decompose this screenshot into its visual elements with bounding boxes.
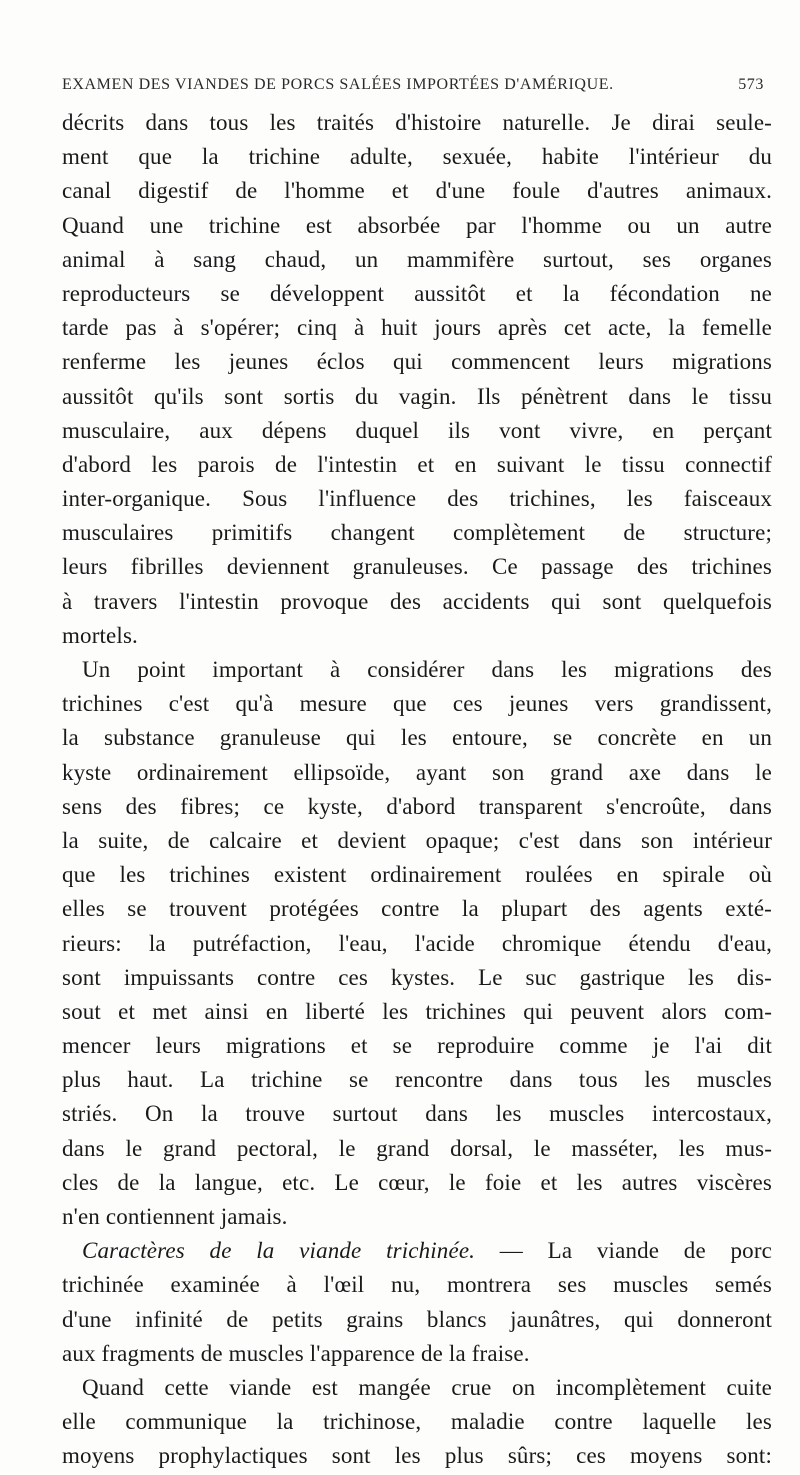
text-line: décrits dans tous les traités d'histoire naturelle. Je dirai seule- bbox=[62, 110, 772, 135]
text-line: la substance granuleuse qui les entoure, se concrète en un bbox=[62, 725, 772, 751]
running-head bbox=[62, 76, 764, 100]
text-line: d'abord les parois de l'intestin et en suivant le tissu connectif bbox=[62, 451, 772, 477]
text-line: renferme les jeunes éclos qui commencent leurs migrations bbox=[62, 349, 772, 375]
text-line: sont impuissants contre ces kystes. Le suc gastrique les dis- bbox=[62, 964, 772, 990]
section-heading: Caractères de la viande trichinée. bbox=[82, 1238, 476, 1264]
text-line: leurs fibrilles deviennent granuleuses. Ce passage des trichines bbox=[62, 554, 772, 580]
text-line: animal à sang chaud, un mammifère surtout, ses organes bbox=[62, 246, 772, 272]
text-line: que les trichines existent ordinairement roulées en spirale où bbox=[62, 862, 772, 888]
text-line: à travers l'intestin provoque des accidents qui sont quelquefois bbox=[62, 588, 772, 614]
running-head-title: EXAMEN DES VIANDES DE PORCS SALÉES IMPORTÉES D'AMÉRIQUE. bbox=[62, 76, 614, 93]
text-line: sout et met ainsi en liberté les trichines qui peuvent alors com- bbox=[62, 998, 772, 1024]
text-line: kyste ordinairement ellipsoïde, ayant son grand axe dans le bbox=[62, 759, 772, 785]
text-line: sens des fibres; ce kyste, d'abord transparent s'encroûte, dans bbox=[62, 793, 772, 819]
text-line: Quand une trichine est absorbée par l'homme ou un autre bbox=[62, 212, 772, 238]
text-line: aussitôt qu'ils sont sortis du vagin. Ils pénètrent dans le tissu bbox=[62, 383, 772, 409]
paragraph-end-line: aux fragments de muscles l'apparence de la fraise. bbox=[62, 1340, 530, 1366]
text-line: canal digestif de l'homme et d'une foule d'autres animaux. bbox=[62, 178, 772, 204]
text-line: trichinée examinée à l'œil nu, montrera ses muscles semés bbox=[62, 1272, 772, 1298]
text-line: elle communique la trichinose, maladie contre laquelle les bbox=[62, 1409, 772, 1435]
text-line: mencer leurs migrations et se reproduire comme je l'ai dit bbox=[62, 1033, 772, 1059]
text-line: cles de la langue, etc. Le cœur, le foie et les autres viscères bbox=[62, 1169, 772, 1195]
page-number: 573 bbox=[738, 76, 764, 93]
text-line: plus haut. La trichine se rencontre dans tous les muscles bbox=[62, 1067, 772, 1093]
text-line: la suite, de calcaire et devient opaque; c'est dans son intérieur bbox=[62, 827, 772, 853]
text-line: dans le grand pectoral, le grand dorsal, le masséter, les mus- bbox=[62, 1135, 772, 1161]
text-line: inter-organique. Sous l'influence des trichines, les faisceaux bbox=[62, 486, 772, 512]
text-line: d'une infinité de petits grains blancs jaunâtres, qui donneront bbox=[62, 1306, 772, 1332]
text-line: elles se trouvent protégées contre la plupart des agents exté- bbox=[62, 896, 772, 922]
text-line: musculaire, aux dépens duquel ils vont vivre, en perçant bbox=[62, 417, 772, 443]
paragraph-end-line: n'en contiennent jamais. bbox=[62, 1204, 288, 1229]
text-line: tarde pas à s'opérer; cinq à huit jours après cet acte, la femelle bbox=[62, 315, 772, 341]
section-heading-line bbox=[62, 1234, 772, 1268]
text-line: reproducteurs se développent aussitôt et la fécondation ne bbox=[62, 280, 772, 306]
text-line: striés. On la trouve surtout dans les muscles intercostaux, bbox=[62, 1101, 772, 1127]
text-line: trichines c'est qu'à mesure que ces jeunes vers grandissent, bbox=[62, 691, 772, 717]
paragraph-start-line: Quand cette viande est mangée crue on incomplètement cuite bbox=[82, 1374, 772, 1400]
paragraph-start-line: Un point important à considérer dans les migrations des bbox=[82, 657, 772, 682]
body-text bbox=[62, 106, 772, 1474]
text-line: ment que la trichine adulte, sexuée, habite l'intérieur du bbox=[62, 144, 772, 170]
text-line: musculaires primitifs changent complètement de structure; bbox=[62, 520, 772, 546]
text-line: moyens prophylactiques sont les plus sûrs; ces moyens sont: bbox=[62, 1443, 772, 1469]
section-heading-continuation: — La viande de porc bbox=[475, 1238, 772, 1264]
paragraph-end-line: mortels. bbox=[62, 622, 138, 648]
text-line: rieurs: la putréfaction, l'eau, l'acide chromique étendu d'eau, bbox=[62, 930, 772, 956]
